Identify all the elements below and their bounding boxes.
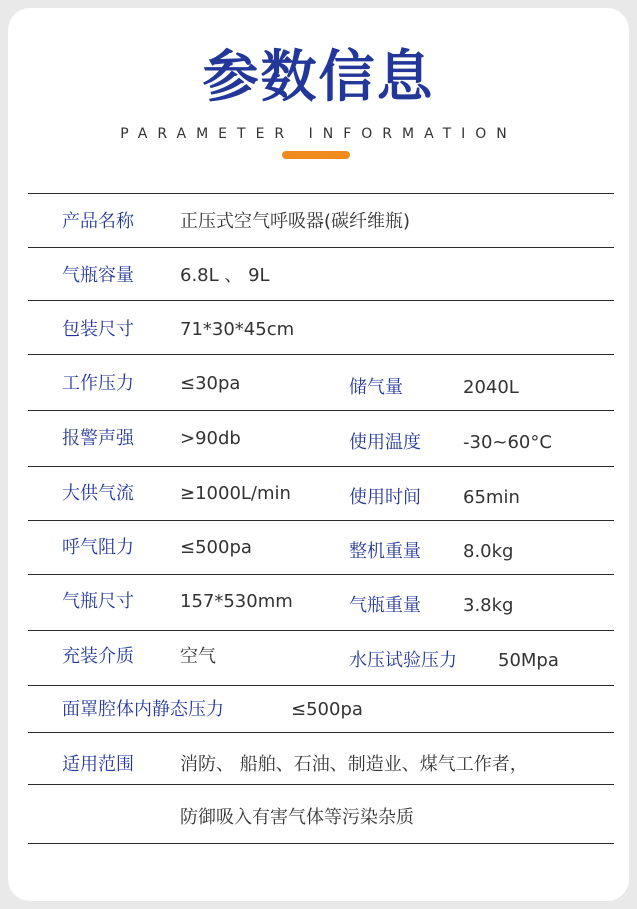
param-value-temperature: -30~60°C <box>463 432 552 453</box>
param-value-cylinder-capacity: 6.8L 、 9L <box>180 265 270 286</box>
param-value-application-scope-cont: 防御吸入有害气体等污染杂质 <box>180 807 414 828</box>
row-divider <box>28 466 614 467</box>
param-label-hydrostatic-test: 水压试验压力 <box>349 650 457 671</box>
param-label-air-storage: 储气量 <box>349 377 403 398</box>
param-label-usage-time: 使用时间 <box>349 487 421 508</box>
param-label-package-size: 包装尺寸 <box>62 319 134 340</box>
page-subtitle: PARAMETER INFORMATION <box>120 126 517 142</box>
row-divider <box>28 630 614 631</box>
param-label-temperature: 使用温度 <box>349 432 421 453</box>
param-value-application-scope: 消防、 船舶、石油、制造业、煤气工作者， <box>180 754 528 775</box>
param-value-product-name: 正压式空气呼吸器(碳纤维瓶) <box>180 211 411 232</box>
accent-bar <box>282 151 350 159</box>
row-divider <box>28 520 614 521</box>
param-value-filling-medium: 空气 <box>180 646 216 667</box>
row-divider <box>28 843 614 844</box>
param-value-cylinder-weight: 3.8kg <box>463 595 514 616</box>
param-value-working-pressure: ≤30pa <box>180 373 241 394</box>
param-label-exhalation-resistance: 呼气阻力 <box>62 537 134 558</box>
row-divider <box>28 354 614 355</box>
param-value-air-storage: 2040L <box>463 377 519 398</box>
param-value-hydrostatic-test: 50Mpa <box>498 650 559 671</box>
param-label-alarm-sound: 报警声强 <box>62 428 134 449</box>
row-divider <box>28 300 614 301</box>
param-value-mask-static-pressure: ≤500pa <box>291 699 363 720</box>
param-label-air-supply-flow: 大供气流 <box>62 483 134 504</box>
param-value-total-weight: 8.0kg <box>463 541 514 562</box>
param-value-exhalation-resistance: ≤500pa <box>180 537 252 558</box>
row-divider <box>28 574 614 575</box>
row-divider <box>28 193 614 194</box>
row-divider <box>28 732 614 733</box>
row-divider <box>28 685 614 686</box>
parameter-card <box>8 8 629 901</box>
row-divider <box>28 410 614 411</box>
param-value-air-supply-flow: ≥1000L/min <box>180 483 291 504</box>
page-title: 参数信息 <box>202 45 435 110</box>
param-label-filling-medium: 充装介质 <box>62 646 134 667</box>
param-label-mask-static-pressure: 面罩腔体内静态压力 <box>62 699 224 720</box>
row-divider <box>28 247 614 248</box>
param-value-usage-time: 65min <box>463 487 520 508</box>
param-value-alarm-sound: >90db <box>180 428 241 449</box>
param-label-cylinder-capacity: 气瓶容量 <box>62 265 134 286</box>
param-label-product-name: 产品名称 <box>62 211 134 232</box>
param-label-application-scope: 适用范围 <box>62 754 134 775</box>
param-value-cylinder-size: 157*530mm <box>180 591 293 612</box>
param-label-total-weight: 整机重量 <box>349 541 421 562</box>
param-label-cylinder-weight: 气瓶重量 <box>349 595 421 616</box>
param-label-cylinder-size: 气瓶尺寸 <box>62 591 134 612</box>
param-value-package-size: 71*30*45cm <box>180 319 295 340</box>
param-label-working-pressure: 工作压力 <box>62 373 134 394</box>
row-divider <box>28 784 614 785</box>
